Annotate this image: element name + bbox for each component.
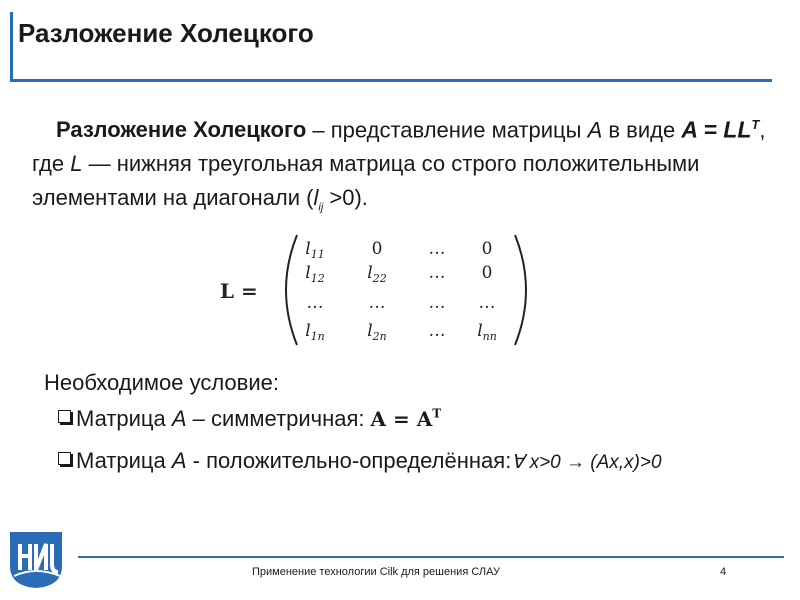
def-text-3: , где [32,117,766,177]
def-text-4: — нижняя треугольная матрица со строго положительными элементами на диагонали ( [32,151,700,211]
bullet-var: A [171,406,187,431]
condition-heading: Необходимое условие: [44,370,279,395]
matrix-cell: … [428,263,446,283]
definition-paragraph [32,108,772,225]
symmetric-formula-sup: T [432,406,442,421]
matrix-cell: $l_{2n}$ [367,321,387,343]
symmetric-formula: A = A [370,407,433,431]
bullet-symmetric [58,406,441,432]
matrix-cell: … [368,293,386,313]
bullet-text: – симметричная: [186,406,365,431]
slide-title: Разложение Холецкого [18,18,314,48]
matrix-cell: 0 [481,239,493,259]
matrix-label: L = [220,279,258,303]
def-var-l: L [70,151,83,177]
matrix-cell: $l_{1n}$ [305,321,325,343]
bullet-prefix: Матрица [76,406,172,431]
definition-term: Разложение Холецкого [56,117,307,143]
def-subscript: ij [318,201,324,214]
matrix-cell: $l_{nn}$ [477,321,497,343]
def-text-1: – представление матрицы [306,117,588,143]
footer-divider [78,556,784,558]
matrix-cell: … [478,293,496,313]
positive-definite-formula: ∀ x>0 → (Ax,x)>0 [511,452,662,473]
def-equation-sup: T [751,117,760,132]
matrix-right-paren [515,235,526,345]
matrix-cell: $l_{12}$ [305,263,325,285]
matrix-cell: 0 [481,263,493,283]
matrix-cell: 0 [371,239,383,259]
matrix-l [215,230,535,350]
matrix-cell: … [428,293,446,313]
university-logo [6,526,66,590]
page-number: 4 [720,566,727,578]
matrix-cell: … [306,293,324,313]
checkbox-bullet-icon [58,410,71,423]
matrix-left-paren [286,235,297,345]
def-var-l-small: l [313,185,319,211]
bullet-positive-definite [58,448,662,474]
matrix-cell: $l_{22}$ [367,263,387,285]
def-text-2: в виде [602,117,682,143]
matrix-cell: … [428,321,446,341]
matrix-cell: … [428,239,446,259]
def-text-5: >0). [323,185,368,211]
def-var-a: A [587,117,603,143]
bullet-prefix: Матрица [76,448,172,473]
footer-text: Применение технологии Cilk для решения СЛАУ [252,566,500,578]
bullet-var: A [171,448,187,473]
matrix-cell: $l_{11}$ [305,239,325,261]
bullet-text: - положительно-определённая: [186,448,512,473]
checkbox-bullet-icon [58,452,71,465]
def-equation: A = LL [681,116,752,143]
